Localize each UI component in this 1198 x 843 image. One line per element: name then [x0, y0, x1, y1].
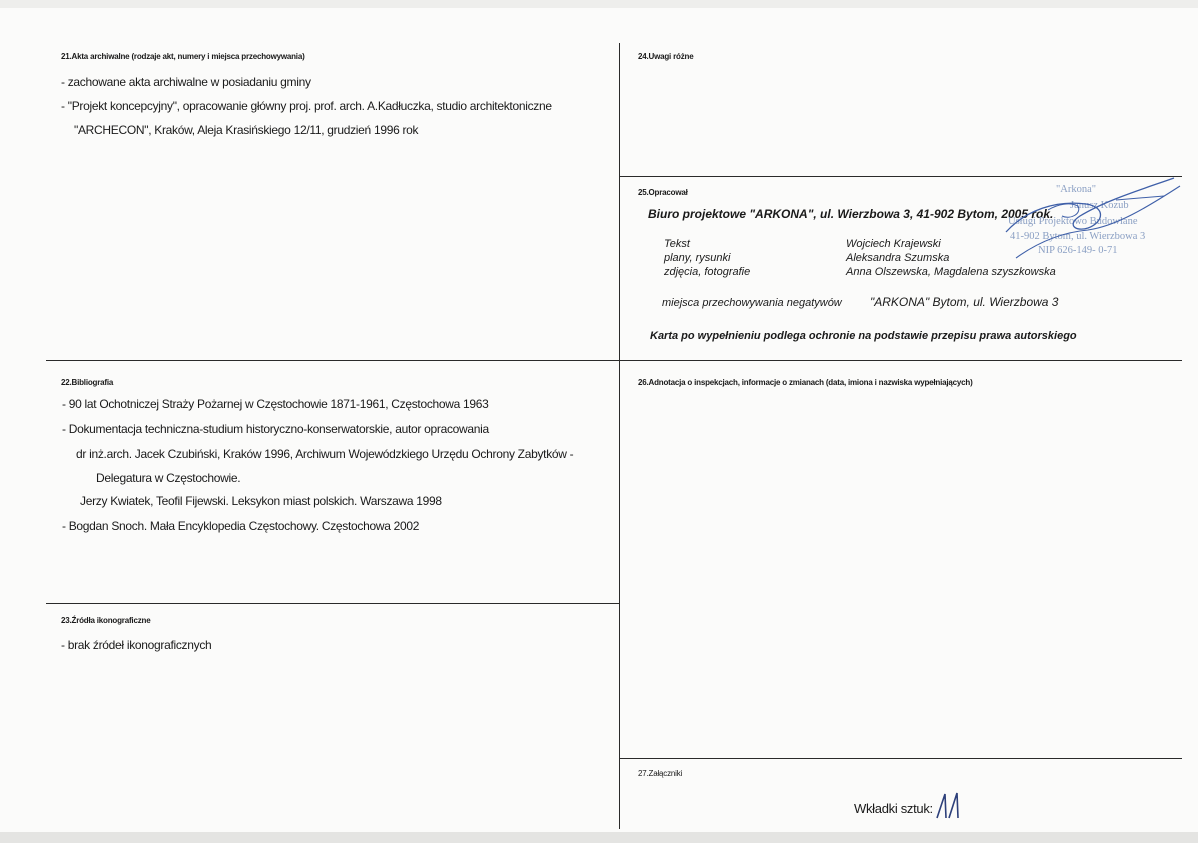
section-27-label: 27.Załączniki: [638, 769, 683, 778]
stamp-line-2: Janusz Kozub: [1070, 200, 1129, 211]
section-21-line-1: - zachowane akta archiwalne w posiadaniu gminy: [61, 75, 311, 89]
name-text: Wojciech Krajewski: [846, 238, 941, 250]
section-22-line-3: dr inż.arch. Jacek Czubiński, Kraków 1996, Archiwum Wojewódzkiego Urzędu Ochrony Zabytków -: [76, 447, 574, 461]
scan-edge-top: [0, 0, 1198, 8]
section-22-line-2: - Dokumentacja techniczna-studium historyczno-konserwatorskie, autor opracowania: [62, 422, 489, 436]
inserts-label: Wkładki sztuk:: [854, 801, 933, 816]
stamp-line-3: Usługi Projektowo Budowlane: [1008, 216, 1138, 227]
column-divider: [619, 43, 620, 829]
stamp-line-4: 41-902 Bytom, ul. Wierzbowa 3: [1010, 231, 1146, 242]
handwritten-signature: [996, 170, 1186, 266]
divider-22-23: [46, 603, 619, 604]
section-23-label: 23.Źródła ikonograficzne: [61, 616, 151, 625]
section-21-line-2: - "Projekt koncepcyjny", opracowanie główny proj. prof. arch. A.Kadłuczka, studio architektoniczne: [61, 99, 552, 113]
role-plans: plany, rysunki: [664, 252, 731, 264]
stamp-line-5: NIP 626-149- 0-71: [1038, 245, 1118, 256]
section-22-label: 22.Bibliografia: [61, 378, 114, 387]
name-plans: Aleksandra Szumska: [846, 252, 950, 264]
stamp-line-1: "Arkona": [1056, 184, 1097, 195]
section-26-label: 26.Adnotacja o inspekcjach, informacje o zmianach (data, imiona i nazwiska wypełniających): [638, 378, 973, 387]
section-22-line-6: - Bogdan Snoch. Mała Encyklopedia Częstochowy. Częstochowa 2002: [62, 519, 420, 533]
section-25-label: 25.Opracował: [638, 188, 688, 197]
negatives-value: "ARKONA" Bytom, ul. Wierzbowa 3: [870, 295, 1059, 309]
section-21-label: 21.Akta archiwalne (rodzaje akt, numery i miejsca przechowywania): [61, 52, 305, 61]
section-22-line-1: - 90 lat Ochotniczej Straży Pożarnej w Częstochowie 1871-1961, Częstochowa 1963: [62, 397, 489, 411]
divider-26-27: [620, 758, 1182, 759]
negatives-label: miejsca przechowywania negatywów: [662, 297, 842, 309]
section-24-label: 24.Uwagi różne: [638, 52, 694, 61]
role-photos: zdjęcia, fotografie: [664, 266, 751, 278]
section-22-line-5: Jerzy Kwiatek, Teofil Fijewski. Leksykon miast polskich. Warszawa 1998: [80, 494, 442, 508]
scan-edge-bottom: [0, 832, 1198, 843]
office-address: Biuro projektowe "ARKONA", ul. Wierzbowa 3, 41-902 Bytom, 2005 rok.: [648, 207, 1054, 221]
inserts-count-handwritten: [934, 790, 964, 822]
section-22-line-4: Delegatura w Częstochowie.: [96, 471, 241, 485]
divider-21-22: [46, 360, 1182, 361]
section-23-line-1: - brak źródeł ikonograficznych: [61, 638, 212, 652]
section-21-line-3: "ARCHECON", Kraków, Aleja Krasińskiego 12/11, grudzień 1996 rok: [74, 123, 419, 137]
role-text: Tekst: [664, 238, 690, 250]
copyright-note: Karta po wypełnieniu podlega ochronie na podstawie przepisu prawa autorskiego: [650, 330, 1077, 342]
name-photos: Anna Olszewska, Magdalena szyszkowska: [846, 266, 1056, 278]
